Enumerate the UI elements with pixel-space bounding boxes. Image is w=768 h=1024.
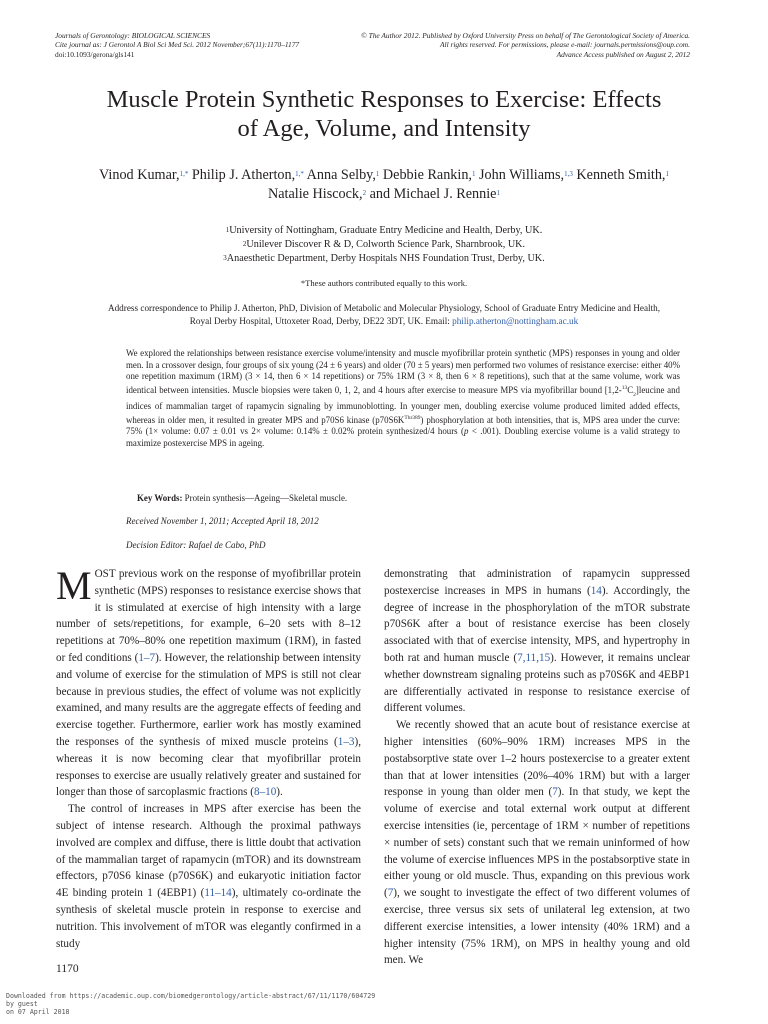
author-list	[40, 166, 728, 204]
author-affiliation-marker[interactable]: 1,*	[179, 170, 189, 178]
download-line-1: Downloaded from https://academic.oup.com/biomedgerontology/article-abstract/67/11/1170/604729	[6, 992, 376, 1000]
body-text: ), whereas it is now becoming clear that myofibrillar protein responses to exercise are usually relatively greater and sustained for longer than those of sarcoplasmic fractions (	[56, 735, 361, 799]
abstract-text: ]leucine and indices of mammalian target of rapamycin signaling by immunoblotting. In younger men, doubling exercise volume produced limited added effects, whereas in older men, it resulted in greater MPS and p70S6 kinase (p70S6K	[126, 384, 680, 425]
p-value-symbol: p	[464, 426, 469, 437]
affiliation-text: Anaesthetic Department, Derby Hospitals NHS Foundation Trust, Derby, UK.	[226, 253, 545, 264]
body-text: demonstrating that administration of rapamycin suppressed postexercise increases in MPS in humans (	[384, 568, 690, 597]
body-paragraph	[56, 801, 361, 952]
body-paragraph	[384, 566, 690, 717]
affiliation-text: Unilever Discover R & D, Colworth Science Park, Sharnbrook, UK.	[246, 239, 526, 250]
title-line-1: Muscle Protein Synthetic Responses to Exercise: Effects	[106, 86, 662, 113]
author-name: Anna Selby,	[306, 167, 376, 183]
reference-link[interactable]: 8–10	[254, 786, 277, 799]
reference-link[interactable]: 7,11,15	[517, 651, 551, 664]
body-text: previous work on the response of myofibrillar protein synthetic (MPS) responses to resistance exercise shows that it is stimulated at exercise of high intensity with a large number of sets/repetitions, for example, 6–20 sets with 8–12 repetitions at 70%–80% one repetition maximum (1RM), in fasted or fed conditions (	[56, 568, 361, 664]
affiliation-number: 1	[225, 226, 230, 234]
affiliation-1	[40, 224, 728, 238]
body-text: ). In that study, we kept the volume of exercise and total external work output at different exercise intensities (ie, percentage of 1RM × number of repetitions × number of sets) constant such that we remain uninformed of how the volume of exercise influences MPS in the postabsorptive state in either young or old muscle. Thus, expanding on this previous work (	[384, 786, 690, 900]
author-line-2	[40, 185, 728, 204]
rights-line: All rights reserved. For permissions, please e-mail: journals.permissions@oup.com.	[440, 40, 690, 50]
key-words	[137, 493, 697, 504]
key-words-label: Key Words:	[137, 493, 183, 503]
affiliation-number: 3	[223, 254, 227, 262]
isotope-superscript: 13	[621, 384, 628, 391]
reference-link[interactable]: 1–3	[337, 735, 355, 748]
address-line-2	[55, 315, 713, 328]
article-title	[40, 85, 728, 143]
abstract	[126, 348, 680, 449]
author-name: Kenneth Smith,	[576, 167, 666, 183]
download-line-3: on 07 April 2018	[6, 1007, 70, 1016]
reference-link[interactable]: 14	[590, 584, 602, 597]
abstract-text: ) phosphorylation at both intensities, that is, MPS area under the curve: 75% (1× volume: 0.07 ± 0.01 vs 2× volume: 0.14% ± 0.02% protein synthesized/4 hours (	[126, 414, 680, 437]
author-name: Natalie Hiscock,	[268, 186, 363, 202]
author-name: Vinod Kumar,	[99, 167, 180, 183]
author-name: Philip J. Atherton,	[191, 167, 296, 183]
affiliation-2	[40, 238, 728, 252]
affiliations	[40, 224, 728, 266]
drop-cap: M	[56, 563, 92, 608]
correspondence-address	[55, 302, 713, 328]
author-affiliation-marker[interactable]: 1	[665, 170, 669, 178]
decision-editor: Decision Editor: Rafael de Cabo, PhD	[126, 540, 266, 550]
abstract-text: C	[627, 384, 634, 395]
body-text: ). Accordingly, the degree of increase in the phosphorylation of the mTOR substrate p70S6K after a bout of resistance exercise has been closely associated with that of exercise intensity, MPS, and hypertrophy in both rat and human muscle (	[384, 584, 690, 664]
email-link[interactable]: philip.atherton@nottingham.ac.uk	[452, 316, 579, 326]
author-affiliation-marker[interactable]: 1	[471, 170, 476, 178]
download-watermark	[6, 993, 375, 1016]
opening-word: OST	[94, 568, 116, 580]
doi-line: doi:10.1093/gerona/gls141	[55, 49, 135, 59]
body-paragraph	[384, 717, 690, 969]
citation-line: Cite journal as: J Gerontol A Biol Sci Med Sci. 2012 November;67(11):1170–1177	[55, 40, 300, 50]
body-text: ). However, the relationship between intensity and volume of exercise for the stimulation of MPS is still not clear because in previous studies, the effect of volume was not explicitly examined, and many results are the aggregate effects of feeding and exercise together. Furthermore, earlier work has mostly examined the responses of the synthesis of mixed muscle proteins (	[56, 651, 361, 748]
body-paragraph	[56, 563, 361, 801]
author-affiliation-marker[interactable]: 1,3	[564, 170, 573, 178]
author-affiliation-marker[interactable]: 1	[375, 170, 380, 178]
abstract-text: We explored the relationships between resistance exercise volume/intensity and muscle myofibrillar protein synthetic (MPS) responses in young and older men. In a crossover design, four groups of six young (24 ± 6 years) and older (70 ± 5 years) men performed two volumes of resistance exercise: either 40% one repetition maximum (1RM) (3 × 14, then 6 × 14 repetitions) or 75% 1RM (3 × 8, then 6 × 8 repetitions), such that at the same volume, work was identical between intensities. Muscle biopsies were taken 0, 1, 2, and 4 hours after exercise to measure MPS via myofibrillar bound [1,2-	[126, 348, 680, 395]
author-affiliation-marker[interactable]: 2	[362, 189, 367, 197]
body-text: ). However, it remains unclear whether downstream signaling proteins such as p70S6K and 4EBP1 are differentially activated in response to resistance exercise of different volumes.	[384, 651, 691, 715]
body-text: The control of increases in MPS after exercise has been the subject of intense research. Although the proximal pathways involved are complex and diffuse, there is little doubt that activation of the mammalian target of rapamycin (mTOR) and its downstream effectors, p70S6 kinase (p70S6K) and eukaryotic initiation factor 4E binding protein 1 (4EBP1) (	[56, 803, 361, 900]
page-number: 1170	[56, 963, 79, 975]
equal-contribution-note: *These authors contributed equally to this work.	[300, 278, 468, 288]
reference-link[interactable]: 7	[387, 887, 394, 900]
reference-link[interactable]: 1–7	[138, 651, 156, 664]
author-line-1	[40, 166, 728, 185]
reference-link[interactable]: 7	[552, 786, 558, 799]
author-name: Debbie Rankin,	[382, 167, 472, 183]
title-line-2: of Age, Volume, and Intensity	[237, 115, 531, 142]
copyright-line: © The Author 2012. Published by Oxford University Press on behalf of The Gerontological Society of America.	[361, 31, 690, 40]
reference-link[interactable]: 11–14	[204, 887, 232, 900]
author-name: and Michael J. Rennie	[369, 186, 497, 202]
address-line-1: Address correspondence to Philip J. Atherton, PhD, Division of Metabolic and Molecular Physiology, School of Graduate Entry Medicine and Health,	[107, 303, 661, 313]
received-accepted-dates: Received November 1, 2011; Accepted April 18, 2012	[126, 516, 319, 526]
author-affiliation-marker[interactable]: 1	[496, 189, 500, 197]
body-text: We recently showed that an acute bout of resistance exercise at higher intensities (60%–90% 1RM) increases MPS in the postabsorptive state over 1–2 hours postexercise to a greater extent than that at lower intensities (20%–40% 1RM) but with a larger response in young than older men (	[384, 719, 690, 799]
affiliation-number: 2	[242, 240, 247, 248]
advance-access-line: Advance Access published on August 2, 2012	[556, 49, 690, 59]
journal-header-right	[270, 31, 690, 59]
affiliation-3	[40, 252, 728, 266]
phospho-site-superscript: Thr389	[404, 414, 421, 421]
author-name: John Williams,	[479, 167, 565, 183]
author-affiliation-marker[interactable]: 1,*	[295, 170, 304, 178]
body-text: ).	[276, 786, 283, 799]
affiliation-text: University of Nottingham, Graduate Entry Medicine and Health, Derby, UK.	[229, 225, 543, 236]
isotope-subscript: 2	[633, 391, 636, 398]
body-column-left	[56, 563, 362, 952]
abstract-text: < .001). Doubling exercise volume is a valid strategy to maximize postexercise MPS in ageing.	[126, 426, 680, 448]
key-words-text: Protein synthesis—Ageing—Skeletal muscle.	[184, 493, 348, 503]
body-text: ), we sought to investigate the effect of two different volumes of exercise, three versus six sets of unilateral leg extension, at two different exercise intensities, a lower intensity (40% 1RM) and a higher intensity (75% 1RM), on MPS in healthy young and old men. We	[384, 887, 690, 967]
body-column-right	[384, 566, 690, 969]
body-text: ), ultimately co-ordinate the synthesis of skeletal muscle protein in response to exercise and nutrition. This involvement of mTOR was elegantly confirmed in a study	[56, 887, 362, 950]
journal-name: Journals of Gerontology: BIOLOGICAL SCIENCES	[55, 31, 211, 40]
address-text: Royal Derby Hospital, Uttoxeter Road, Derby, DE22 3DT, UK. Email:	[189, 316, 453, 326]
download-line-2: by guest	[6, 999, 38, 1008]
